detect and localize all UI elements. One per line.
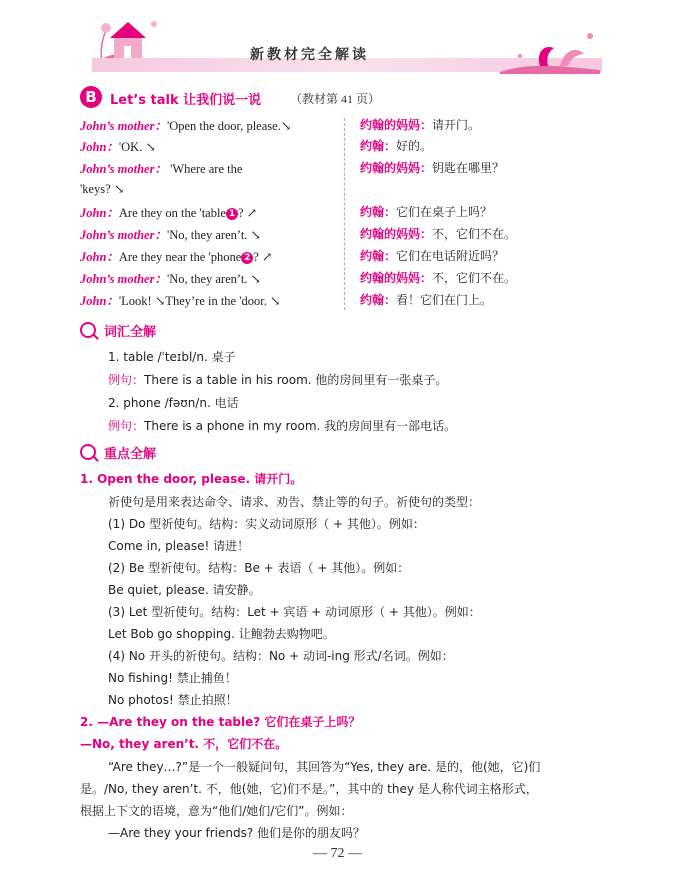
speaker-zh: 约翰： — [360, 293, 397, 307]
speaker-en: John’s mother： — [80, 162, 167, 176]
line-zh: 它们在电话附近吗？ — [396, 249, 505, 263]
line-en: Are they near the 'phone — [118, 250, 242, 264]
note-marker: 2 — [241, 252, 253, 264]
keypoint-line: “Are they…?”是一个一般疑问句，其回答为“Yes, they are. 是的，他(她，它)们 — [108, 760, 541, 774]
keypoint-title: 2. —Are they on the table? 它们在桌子上吗？ — [80, 715, 361, 729]
dialogue-line — [80, 291, 600, 311]
line-en: 'Look! ↘They’re in the 'door. ↘ — [118, 294, 281, 308]
keypoint-line: 根据上下文的语境，意为“他们/她们/它们”。例如： — [80, 804, 353, 818]
speaker-en: John： — [80, 250, 119, 264]
keypoint-line: (3) Let 型祈使句。结构：Let + 宾语 + 动词原形（ + 其他）。例如： — [108, 605, 481, 619]
magnifier-icon — [80, 322, 96, 338]
keypoint-line: 是。/No, they aren’t. 不，他(她，它)们不是。”，其中的 they 是人称代词主格形式， — [80, 782, 538, 796]
speaker-en: John’s mother： — [80, 272, 167, 286]
keypoint-line: Let Bob go shopping. 让鲍勃去购物吧。 — [108, 627, 335, 641]
dialogue-line — [80, 181, 600, 201]
dialogue-line — [80, 116, 600, 136]
vocab-example — [108, 417, 456, 434]
line-en: 'keys? ↘ — [80, 182, 125, 196]
speaker-en: John： — [80, 140, 119, 154]
example-text: There is a phone in my room. 我的房间里有一部电话。 — [144, 419, 457, 433]
line-zh: 不，它们不在。 — [432, 227, 517, 241]
keypoint-line: 祈使句是用来表达命令、请求、劝告、禁止等的句子。祈使句的类型： — [108, 495, 481, 509]
keypoint-line: No fishing! 禁止捕鱼！ — [108, 671, 237, 685]
speaker-zh: 约翰的妈妈： — [360, 271, 433, 285]
speaker-en: John： — [80, 206, 119, 220]
line-zh: 请开门。 — [432, 118, 481, 132]
decorative-sprout-icon — [500, 26, 600, 74]
keypoint-title: —No, they aren’t. 不，它们不在。 — [80, 737, 288, 751]
keypoint-line: Be quiet, please. 请安静。 — [108, 583, 261, 597]
line-zh: 它们在桌子上吗？ — [396, 205, 493, 219]
note-marker: 1 — [226, 208, 238, 220]
line-zh: 不，它们不在。 — [432, 271, 517, 285]
magnifier-icon — [80, 444, 96, 460]
keypoint-line: (4) No 开头的祈使句。结构：No + 动词-ing 形式/名词。例如： — [108, 649, 454, 663]
keypoint-line: No photos! 禁止拍照！ — [108, 693, 238, 707]
page-number: — 72 — — [313, 846, 362, 861]
section-b-subtitle: （教材第 41 页） — [290, 92, 381, 106]
speaker-en: John’s mother： — [80, 228, 167, 242]
speaker-zh: 约翰的妈妈： — [360, 161, 433, 175]
vocab-heading-text: 词汇全解 — [104, 325, 157, 340]
line-zh: 看！它们在门上。 — [396, 293, 493, 307]
dialogue-line — [80, 203, 600, 223]
keypoint-line: Come in, please! 请进！ — [108, 539, 250, 553]
keypoint-title: 1. Open the door, please. 请开门。 — [80, 472, 303, 486]
line-en: 'OK. ↘ — [118, 140, 156, 154]
dialogue-line — [80, 269, 600, 289]
line-en-tail: ? ↗ — [253, 250, 273, 264]
line-en: 'No, they aren’t. ↘ — [166, 272, 262, 286]
example-text: There is a table in his room. 他的房间里有一张桌子。 — [144, 373, 448, 387]
keypoint-line: (2) Be 型祈使句。结构：Be + 表语（ + 其他）。例如： — [108, 561, 410, 575]
speaker-en: John： — [80, 294, 119, 308]
speaker-zh: 约翰： — [360, 205, 397, 219]
example-label: 例句： — [108, 419, 145, 433]
keypoint-line: (1) Do 型祈使句。结构：实义动词原形（ + 其他）。例如： — [108, 517, 425, 531]
vocab-line: 2. phone /fəʊn/n. 电话 — [108, 396, 239, 410]
dialogue-line — [80, 137, 600, 157]
line-en: Are they on the 'table — [118, 206, 226, 220]
line-en: 'No, they aren’t. ↘ — [166, 228, 262, 242]
dialogue-line — [80, 159, 600, 179]
speaker-en: John’s mother： — [80, 119, 167, 133]
speaker-zh: 约翰： — [360, 139, 397, 153]
speaker-zh: 约翰： — [360, 249, 397, 263]
vocab-line: 1. table /ˈteɪbl/n. 桌子 — [108, 350, 236, 364]
dialogue-line — [80, 247, 600, 267]
vocab-example — [108, 371, 447, 388]
section-b-title: Let’s talk 让我们说一说 — [110, 93, 262, 108]
line-en: 'Open the door, please.↘ — [166, 119, 292, 133]
line-en-tail: ? ↗ — [237, 206, 258, 220]
speaker-zh: 约翰的妈妈： — [360, 227, 433, 241]
example-label: 例句： — [108, 373, 145, 387]
keypoints-heading-text: 重点全解 — [104, 447, 157, 462]
line-zh: 好的。 — [396, 139, 433, 153]
dialogue-line — [80, 225, 600, 245]
section-b-badge: B — [80, 86, 102, 108]
page-header — [0, 0, 675, 80]
speaker-zh: 约翰的妈妈： — [360, 118, 433, 132]
header-title: 新教材完全解读 — [250, 47, 369, 63]
keypoint-line: —Are they your friends? 他们是你的朋友吗？ — [108, 826, 366, 840]
line-zh: 钥匙在哪里？ — [432, 161, 505, 175]
section-lets-talk — [80, 86, 600, 108]
line-en: 'Where are the — [166, 162, 243, 176]
